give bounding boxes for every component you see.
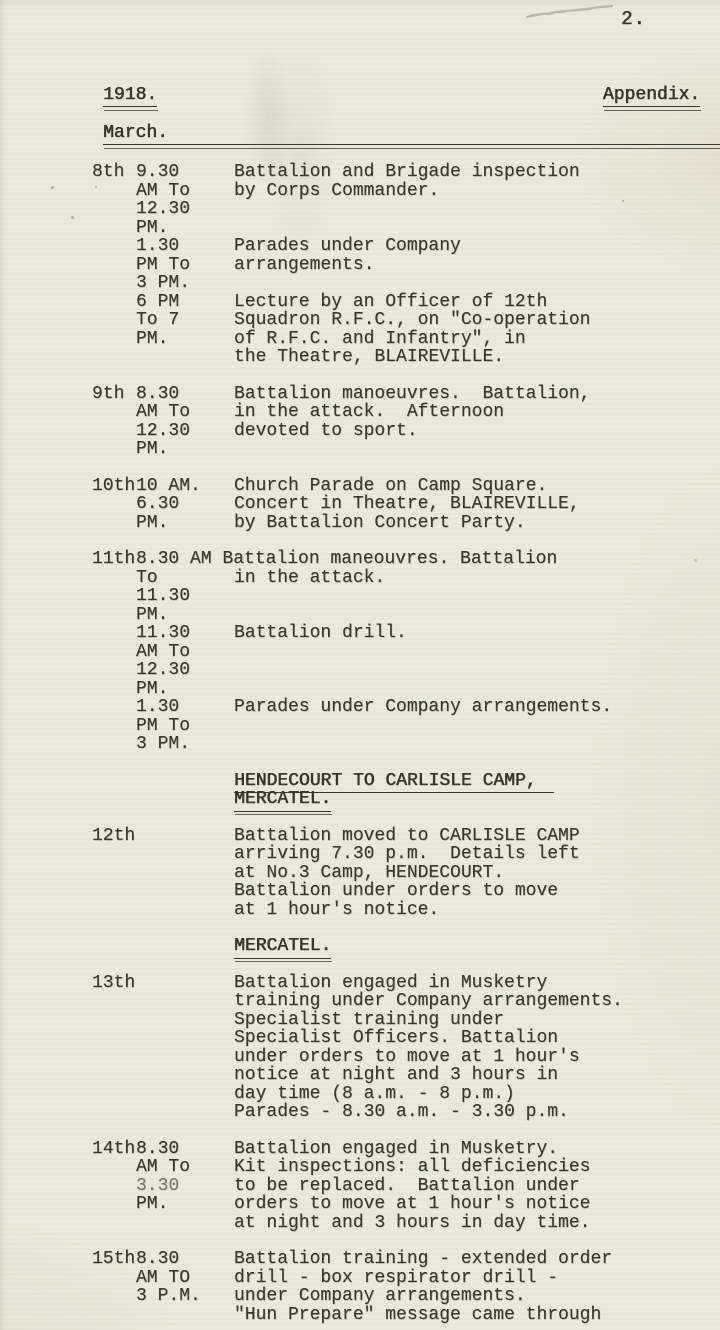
paper-speck bbox=[95, 186, 97, 188]
entry-line: Specialist Officers. Battalion bbox=[234, 1028, 559, 1048]
paper-speck bbox=[622, 200, 624, 202]
entry-line: 13th Battalion engaged in Musketry bbox=[92, 972, 548, 993]
entry-line: 10th 10 AM. Church Parade on Camp Square. bbox=[92, 475, 548, 496]
entry-line: 3 PM. bbox=[136, 734, 191, 754]
entry-line: AM To by Corps Commander. bbox=[136, 180, 440, 201]
entry-line: PM. by Battalion Concert Party. bbox=[136, 512, 526, 533]
entry-line: the Theatre, BLAIREVILLE. bbox=[234, 347, 505, 367]
entry-line: 3 P.M. under Company arrangements. bbox=[136, 1286, 526, 1306]
entry-line: 6 PM Lecture by an Officer of 12th bbox=[136, 291, 548, 312]
entry-line: 12.30 bbox=[136, 199, 191, 219]
page-number: 2. bbox=[621, 8, 646, 30]
heading-text: HENDECOURT TO CARLISLE CAMP, bbox=[234, 771, 554, 794]
entry-line: 11.30 Battalion drill. bbox=[136, 623, 407, 643]
entry-line: 15th 8.30 Battalion training - extended order bbox=[92, 1249, 613, 1269]
section-heading bbox=[92, 772, 720, 809]
year-heading: 1918. bbox=[103, 85, 158, 105]
header-row bbox=[103, 86, 700, 107]
entry-line: AM To in the attack. Afternoon bbox=[136, 402, 505, 422]
heading-text: MERCATEL. bbox=[234, 789, 331, 812]
entry-line: 12.30 bbox=[136, 660, 191, 680]
pencil-scribble-icon bbox=[524, 1, 619, 21]
entry-line: PM. bbox=[136, 604, 169, 625]
diary-entry-11th bbox=[92, 550, 720, 754]
entry-line: training under Company arrangements. bbox=[234, 991, 623, 1011]
entry-line: PM To bbox=[136, 715, 191, 736]
entry-line: at night and 3 hours in day time. bbox=[234, 1212, 591, 1233]
entry-line: To 7 Squadron R.F.C., on "Co-operation bbox=[136, 310, 591, 330]
entry-line: "Hun Prepare" message came through bbox=[234, 1304, 602, 1325]
diary-entry-14th bbox=[92, 1140, 720, 1233]
entry-line: AM To bbox=[136, 641, 191, 662]
diary-entry-12th bbox=[92, 827, 720, 920]
entry-line: 14th 8.30 Battalion engaged in Musketry. bbox=[92, 1138, 559, 1159]
entry-line: 3.30 to be replaced. Battalion under bbox=[136, 1175, 580, 1196]
entry-line: PM. of R.F.C. and Infantry", in bbox=[136, 328, 526, 349]
heading-line bbox=[92, 937, 720, 956]
entry-line: AM TO drill - box respirator drill - bbox=[136, 1267, 559, 1288]
section-heading bbox=[92, 937, 720, 956]
entry-line: 9th 8.30 Battalion manoeuvres. Battalion, bbox=[92, 383, 591, 404]
diary-entry-15th bbox=[92, 1250, 720, 1324]
entry-line: 11.30 bbox=[136, 586, 191, 606]
entries bbox=[92, 163, 720, 1330]
entry-line: 6.30 Concert in Theatre, BLAIREVILLE, bbox=[136, 494, 580, 514]
entry-line: PM. bbox=[136, 439, 169, 459]
entry-line: AM To Kit inspections: all deficiencies bbox=[136, 1157, 591, 1177]
entry-line: 12th Battalion moved to CARLISLE CAMP bbox=[92, 825, 580, 846]
entry-line: at 1 hour's notice. bbox=[234, 899, 440, 920]
entry-line: 3 PM. bbox=[136, 273, 191, 293]
entry-line: Battalion under orders to move bbox=[234, 881, 559, 901]
paper-speck bbox=[694, 559, 697, 562]
heading-text: MERCATEL. bbox=[234, 936, 331, 959]
diary-entry-8th bbox=[92, 163, 720, 367]
entry-line: PM. bbox=[136, 217, 169, 238]
entry-line: day time (8 a.m. - 8 p.m.) bbox=[234, 1083, 515, 1104]
entry-line: at No.3 Camp, HENDECOURT. bbox=[234, 862, 505, 883]
entry-line: arriving 7.30 p.m. Details left bbox=[234, 844, 580, 864]
paper-speck bbox=[71, 216, 74, 219]
entry-line: Parades - 8.30 a.m. - 3.30 p.m. bbox=[234, 1102, 569, 1122]
diary-entry-9th bbox=[92, 385, 720, 459]
entry-line: To in the attack. bbox=[136, 567, 386, 588]
month-heading: March. bbox=[103, 124, 720, 145]
entry-line: PM. bbox=[136, 678, 169, 699]
entry-line: under orders to move at 1 hour's bbox=[234, 1046, 580, 1067]
entry-line: 11th 8.30 AM Battalion maneouvres. Battalion bbox=[92, 549, 558, 569]
entry-line: 1.30 Parades under Company arrangements. bbox=[136, 697, 613, 717]
entry-line: 8th 9.30 Battalion and Brigade inspection bbox=[92, 162, 580, 182]
entry-line: 1.30 Parades under Company bbox=[136, 236, 461, 256]
entry-line: PM. orders to move at 1 hour's notice bbox=[136, 1194, 591, 1214]
appendix-heading: Appendix. bbox=[602, 85, 700, 105]
diary-entry-10th bbox=[92, 477, 720, 533]
heading-line bbox=[92, 772, 720, 791]
entry-line: 12.30 devoted to sport. bbox=[136, 420, 418, 441]
diary-entry-13th bbox=[92, 974, 720, 1122]
entry-line: Specialist training under bbox=[234, 1009, 505, 1030]
entry-line: PM To arrangements. bbox=[136, 254, 375, 275]
entry-line: notice at night and 3 hours in bbox=[234, 1065, 559, 1085]
paper-speck bbox=[51, 186, 54, 189]
